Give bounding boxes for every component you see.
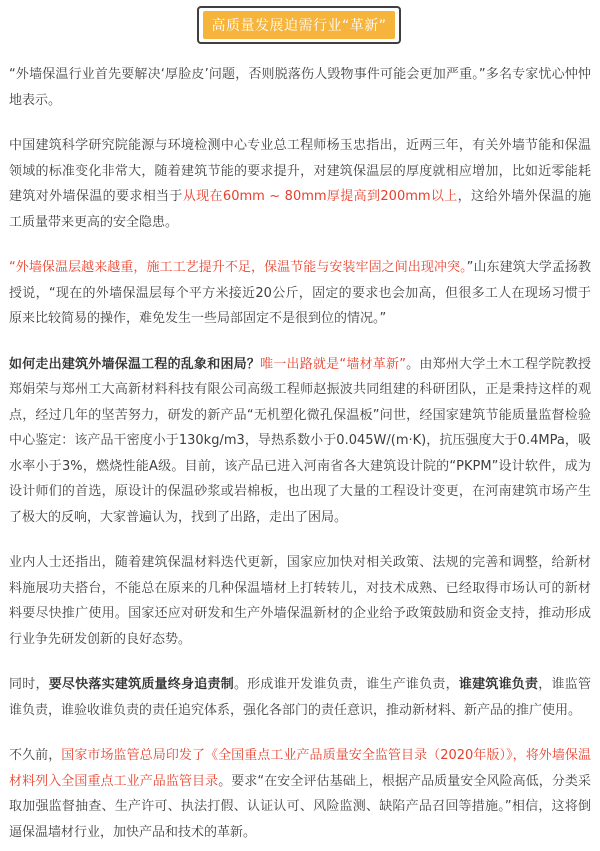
paragraph-4	[9, 352, 591, 531]
text-segment: ”山东建筑大学孟扬教授说，“现在的外墙保温层每个平方米接近20公斤，固定的要求也会加高，但很多工人在现场习惯于原来比较简易的操作，难免发生一些局部固定不是很到位的情况。”	[9, 260, 591, 326]
paragraph-5	[9, 550, 591, 652]
text-segment: “外墙保温层越来越重，施工工艺提升不足，保温节能与安装牢固之间出现冲突。	[9, 260, 467, 275]
text-segment: 唯一出路就是“墙材革新”	[260, 356, 406, 372]
text-segment: 同时，	[9, 677, 49, 692]
text-segment: 中国建筑科学研究院能源与环境检测中心专业总工程师杨玉忠指出，近两三年，有关外墙节能和保温领域的标准变化非常大，随着建筑节能的要求提升，对建筑保温层的厚度就相应增加，比如近零能耗建筑对外墙保温的要求相当于	[9, 138, 591, 204]
text-segment: 国家市场监管总局印发了《全国重点工业产品质量安全监管目录（2020年版）》，将外墙保温材料列入全国重点工业产品监管目录	[9, 748, 591, 789]
article-body	[9, 62, 591, 845]
text-segment: ，谁监管谁负责，谁验收谁负责的责任追究体系，强化各部门的责任意识，推动新材料、新产品的推广使用。	[9, 677, 591, 718]
paragraph-2	[9, 133, 591, 235]
text-segment: 谁建筑谁负责	[458, 677, 539, 692]
text-segment: 。由郑州大学土木工程学院教授郑娟荣与郑州工大高新材料科技有限公司高级工程师赵振波共同组建的科研团队，正是秉持这样的观点，经过几年的坚苦努力，研发的新产品“无机塑化微孔保温板”问世，经国家建筑节能质量监督检验中心鉴定：该产品干密度小于130kg/m3，导热系数小于0.045W/(m·K)，抗压强度大于0.4MPa，吸水率小于3%，燃烧性能A级。目前，该产品已进入河南省各大建筑设计院的“PKPM”设计软件，成为设计师们的首选，原设计的保温砂浆或岩棉板，也出现了大量的工程设计变更，在河南建筑市场产生了极大的反响，大家普遍认为，找到了出路，走出了困局。	[9, 356, 591, 525]
section-title-badge	[197, 6, 401, 44]
text-segment: “外墙保温行业首先要解决‘厚脸皮’问题，否则脱落伤人毁物事件可能会更加严重。”多名专家忧心忡忡地表示。	[9, 67, 591, 108]
paragraph-spacer	[9, 530, 591, 550]
text-segment: 如何走出建筑外墙保温工程的乱象和困局？	[9, 356, 261, 372]
paragraph-spacer	[9, 113, 591, 133]
paragraph-6	[9, 672, 591, 723]
paragraph-7	[9, 743, 591, 845]
text-segment: 不久前，	[9, 748, 62, 763]
section-title-area	[0, 0, 600, 58]
paragraph-spacer	[9, 652, 591, 672]
text-segment: 。形成谁开发谁负责，谁生产谁负责，	[233, 677, 459, 692]
paragraph-spacer	[9, 723, 591, 743]
paragraph-spacer	[9, 332, 591, 352]
paragraph-1	[9, 62, 591, 113]
text-segment: ，这给外墙外保温的施工质量带来更高的安全隐患。	[9, 189, 591, 230]
paragraph-spacer	[9, 235, 591, 255]
text-segment: 要尽快落实建筑质量终身追责制	[48, 677, 234, 692]
text-segment: 。要求“在安全评估基础上，根据产品质量安全风险高低，分类采取加强监督抽查、生产许可、执法打假、认证认可、风险监测、缺陷产品召回等措施。”相信，这将倒逼保温墙材行业，加快产品和技术的革新。	[9, 773, 591, 840]
text-segment: 业内人士还指出，随着建筑保温材料迭代更新，国家应加快对相关政策、法规的完善和调整，给新材料施展功夫搭台，不能总在原来的几种保温墙材上打转转儿，对技术成熟、已经取得市场认可的新材料要尽快推广使用。国家还应对研发和生产外墙保温新材的企业给予政策鼓励和资金支持，推动形成行业争先研发创新的良好态势。	[9, 555, 591, 647]
section-title: 高质量发展迫需行业“革新”	[203, 11, 395, 39]
paragraph-3	[9, 255, 591, 332]
text-segment: 从现在60mm ~ 80mm厚提高到200mm以上	[182, 189, 458, 204]
